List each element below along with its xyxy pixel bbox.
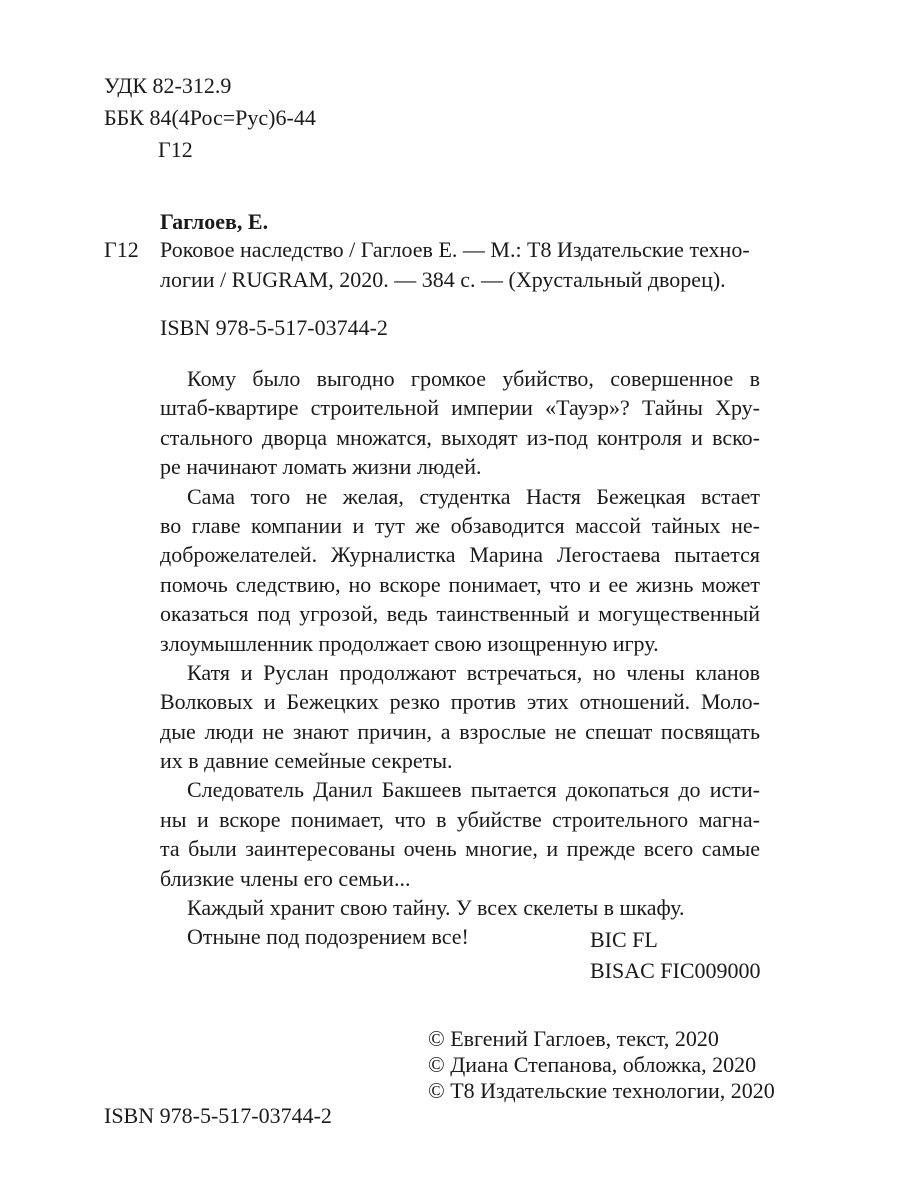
classification-block [104,70,316,166]
annotation-paragraph [160,775,760,893]
annotation-line: ны и вскоре понимает, что в убийстве строительного магна- [160,806,760,832]
annotation-line: ре начинают ломать жизни людей. [160,454,482,480]
footer-isbn: ISBN 978-5-517-03744-2 [104,1103,332,1128]
annotation-line: Волковых и Бежецких резко против этих отношений. Моло- [160,689,760,715]
annotation-line: Сама того не желая, студентка Настя Бежецкая встает [187,483,760,509]
copyright-notices [428,1026,775,1104]
annotation-line: помочь следствию, но вскоре понимает, что и ее жизнь может [160,571,760,597]
entry-author-sign: Г12 [104,237,139,262]
bic-code: BIC FL [590,927,658,952]
annotation-line: Следователь Данил Бакшеев пытается докопаться до исти- [187,777,760,803]
entry-author: Гаглоев, Е. [160,209,269,234]
annotation-line: Каждый хранит свою тайну. У всех скелеты в шкафу. [187,895,685,921]
annotation-paragraph [160,893,760,922]
entry-description-line: логии / RUGRAM, 2020. — 384 с. — (Хрустальный дворец). [160,267,726,292]
bbk-code: ББК 84(4Рос=Рус)6-44 [104,105,316,130]
subject-codes [590,924,761,986]
udk-code: УДК 82-312.9 [104,73,232,98]
annotation-paragraph [160,658,760,776]
annotation-line: штаб-квартире строительной империи «Тауэр»? Тайны Хру- [160,395,760,421]
annotation-line: та были заинтересованы очень многие, и прежде всего самые [160,836,760,862]
annotation-line: доброжелателей. Журналистка Марина Легостаева пытается [160,542,760,568]
annotation-line: их в давние семейные секреты. [160,748,453,774]
annotation-line: во главе компании и тут же обзаводится массой тайных не- [160,512,760,538]
annotation-line: злоумышленник продолжает свою изощренную игру. [160,630,659,656]
copyright-line: © Диана Степанова, обложка, 2020 [428,1052,757,1077]
bisac-code: BISAC FIC009000 [590,958,761,983]
annotation-line: Отныне под подозрением все! [187,924,469,950]
annotation-line: стального дворца множатся, выходят из-под контроля и вско- [160,424,760,450]
annotation-line: Катя и Руслан продолжают встречаться, но члены кланов [187,659,760,685]
entry-description [160,234,758,294]
annotation-paragraph [160,364,760,482]
annotation-line: дые люди не знают причин, а взрослые не спешат посвящать [160,718,760,744]
annotation [160,364,760,952]
annotation-line: близкие члены его семьи... [160,865,411,891]
annotation-line: оказаться под угрозой, ведь таинственный и могущественный [160,601,760,627]
entry-isbn: ISBN 978-5-517-03744-2 [160,315,388,340]
annotation-paragraph [160,482,760,658]
annotation-line: Кому было выгодно громкое убийство, совершенное в [187,366,760,391]
copyright-line: © Евгений Гаглоев, текст, 2020 [428,1026,719,1051]
entry-description-line: Роковое наследство / Гаглоев Е. — М.: Т8 Издательские техно- [160,237,750,262]
author-sign-code: Г12 [158,137,193,162]
copyright-line: © Т8 Издательские технологии, 2020 [428,1078,775,1103]
